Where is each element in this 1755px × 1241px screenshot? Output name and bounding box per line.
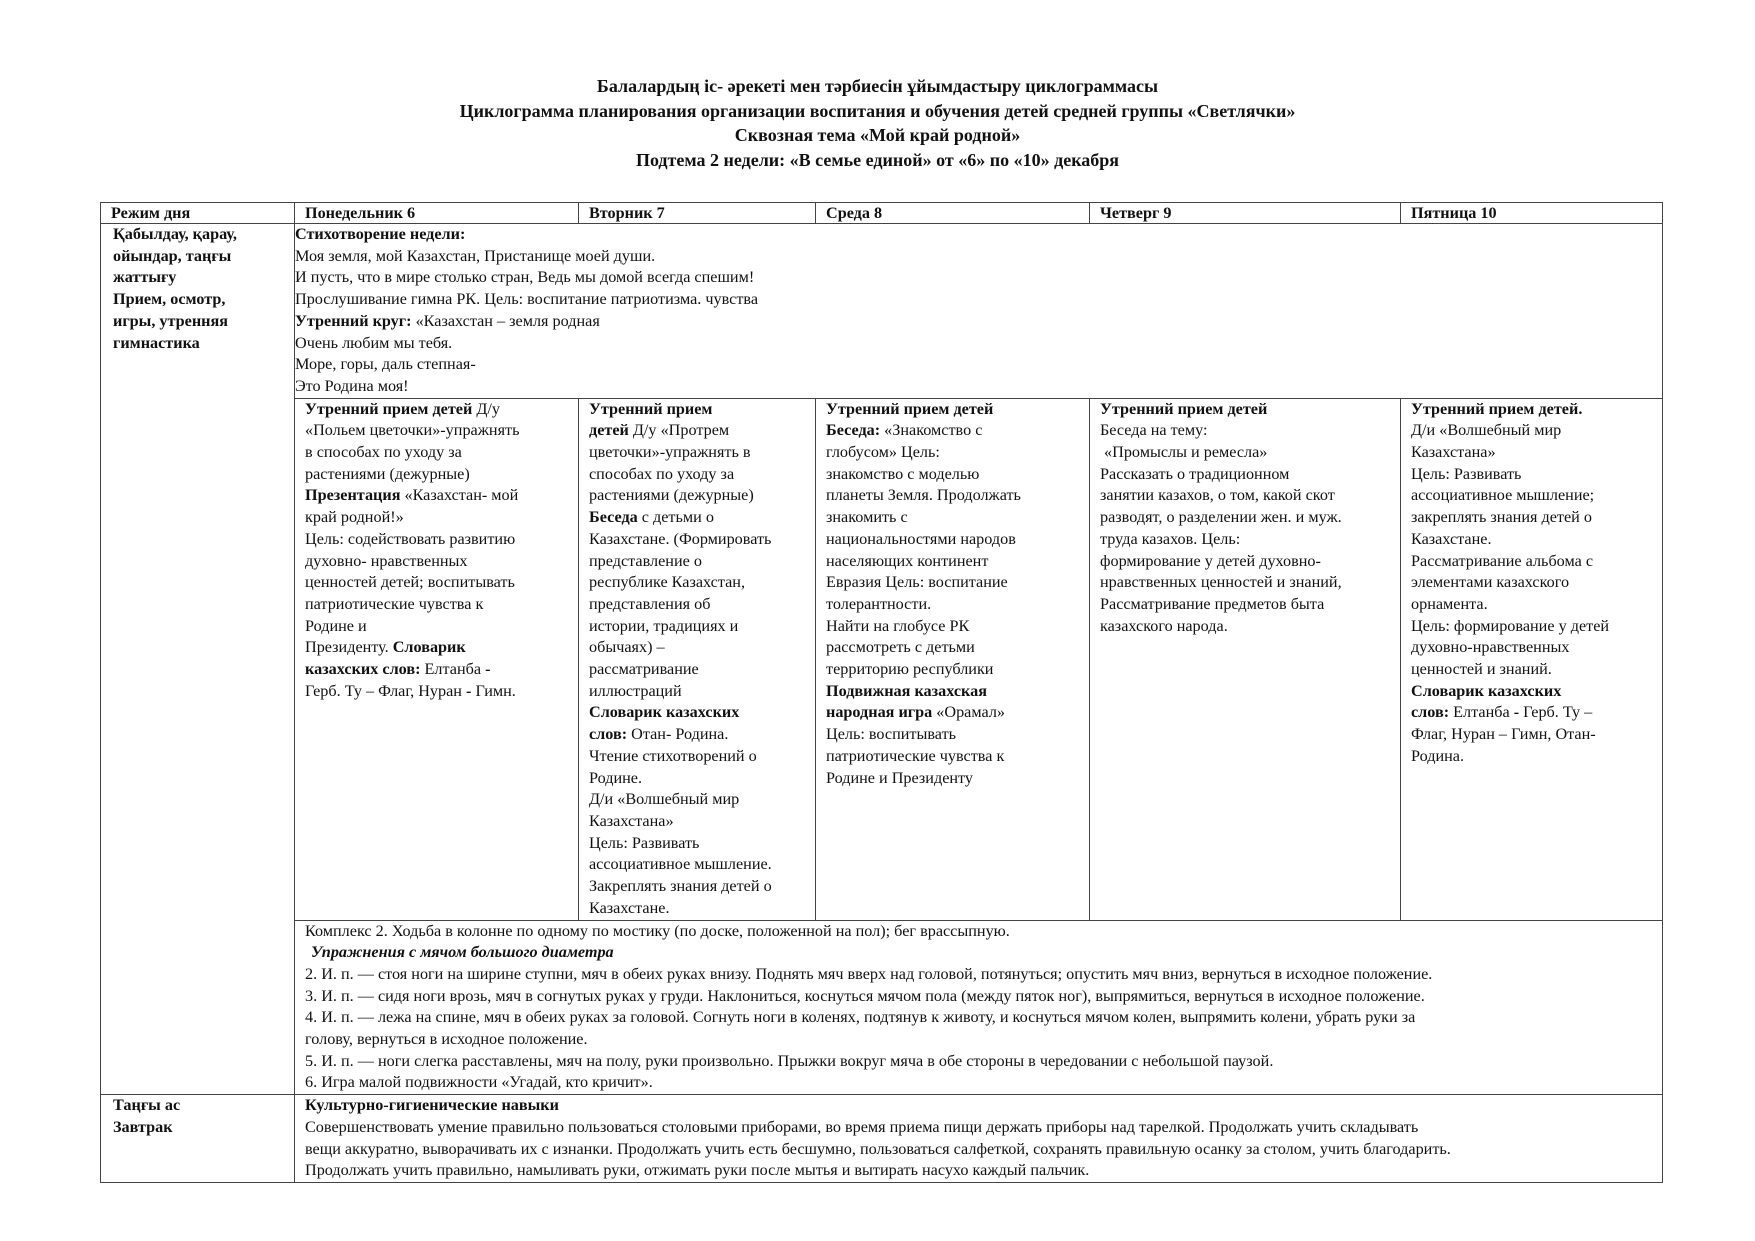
text-line: край родной!» — [305, 508, 404, 527]
text-line: Беседа: — [826, 421, 881, 440]
text-line: 2. И. п. — стоя ноги на ширине ступни, мяч в обеих руках внизу. Поднять мяч вверх над головой, потянуться; опустить мяч вниз, вернуться в исходное положение. — [305, 964, 1433, 983]
text-line: формирование у детей духовно- — [1100, 551, 1321, 570]
text-line — [305, 399, 572, 421]
text-line: вещи аккуратно, выворачивать их с изнанки. Продолжать учить есть бесшумно, пользоваться салфеткой, сохранять правильную осанку за столом, учить благодарить. — [305, 1139, 1451, 1158]
text-line: Казахстане. — [1411, 529, 1492, 548]
text-line: населяющих континент — [826, 551, 989, 570]
text-line: Казахстане. (Формировать — [589, 529, 772, 548]
text-line: Цель: содействовать развитию — [305, 529, 516, 548]
text-line: истории, традициях и — [589, 616, 739, 635]
text-line: территорию республики — [826, 660, 994, 679]
text-line: элементами казахского — [1411, 573, 1570, 592]
text-line: цветочки»-упражнять в — [589, 443, 751, 462]
text-line: глобусом» Цель: — [826, 443, 940, 462]
text-line: голову, вернуться в исходное положение. — [305, 1030, 588, 1049]
text-line: Флаг, Нуран – Гимн, Отан- — [1411, 725, 1596, 744]
text-line: Елтанба — [1449, 703, 1514, 722]
text-line — [589, 507, 809, 529]
text-line: закреплять знания детей о — [1411, 508, 1592, 527]
text-line: Д/у «Протрем — [628, 421, 730, 440]
text-line: Елтанба — [420, 660, 486, 679]
monday-cell — [295, 398, 579, 920]
text-line: Гимн. — [471, 681, 516, 700]
text-line: Прослушивание гимна РК. Цель: воспитание патриотизма. чувства — [295, 290, 759, 309]
text-line: ойындар, таңғы — [113, 246, 232, 265]
text-line — [1411, 702, 1656, 724]
text-line: Д/и «Волшебный мир — [1411, 421, 1562, 440]
poem-of-week-cell — [295, 224, 1663, 399]
header-tuesday: Вторник 7 — [579, 203, 816, 224]
text-line: жаттығу — [113, 268, 177, 287]
text-line: Казахстана» — [1411, 443, 1496, 462]
text-line: знакомить с — [826, 508, 908, 527]
text-line: ценностей детей; воспитывать — [305, 573, 515, 592]
text-line: нравственных ценностей и знаний, — [1100, 573, 1342, 592]
text-line: Родине и — [305, 616, 367, 635]
text-line: «Орамал» — [932, 703, 1005, 722]
text-line: Чтение стихотворений о — [589, 746, 757, 765]
text-line: Словарик казахских — [1411, 681, 1562, 700]
text-line: Герб. Ту – Флаг, Нуран — [305, 681, 467, 700]
title-russian: Циклограмма планирования организации воспитания и обучения детей средней группы «Светлячки» — [459, 100, 1296, 121]
text-line: гимнастика — [113, 333, 200, 352]
tuesday-cell — [579, 398, 816, 920]
text-line: Цель: воспитывать — [826, 725, 957, 744]
text-line: рассмотреть с детьми — [826, 638, 975, 657]
text-line: Комплекс 2. Ходьба в колонне по одному по мостику (по доске, положенной на пол); бег врассыпную. — [305, 921, 1010, 940]
text-line: казахских слов: — [305, 660, 421, 679]
text-line: ассоциативное мышление. — [589, 855, 772, 874]
text-line — [305, 637, 572, 659]
text-line: Президенту. — [305, 638, 393, 657]
text-line: «Промыслы и ремесла» — [1100, 443, 1268, 462]
text-line: Прием, осмотр, — [113, 290, 226, 309]
text-line — [826, 702, 1083, 724]
text-line: Д/и «Волшебный мир — [589, 790, 740, 809]
header-friday: Пятница 10 — [1401, 203, 1663, 224]
title-kazakh: Балалардың іс- әрекеті мен тәрбиесін ұйымдастыру циклограммасы — [596, 76, 1159, 96]
morning-circle-line — [295, 311, 1662, 333]
text-line: иллюстраций — [589, 681, 682, 700]
text-line: обычаях) – — [589, 638, 665, 657]
text-line: Отан- Родина. — [627, 725, 729, 744]
text-line: рассматривание — [589, 660, 699, 679]
regime-cell-breakfast — [101, 1095, 295, 1183]
text-line: Казахстане. — [589, 898, 670, 917]
text-line: 4. И. п. — лежа на спине, мяч в обеих руках за головой. Согнуть ноги в коленях, подтянув к животу, и коснуться мячом колен, выпрямить колени, убрать руки за — [305, 1008, 1416, 1027]
text-line: орнамента. — [1411, 594, 1488, 613]
text-line: Презентация — [305, 486, 401, 505]
text-line: детей — [589, 421, 629, 440]
text-line: Рассказать о традиционном — [1100, 464, 1290, 483]
text-line: Евразия Цель: воспитание — [826, 573, 1008, 592]
text-line — [305, 485, 572, 507]
text-line: Қабылдау, қарау, — [113, 225, 237, 243]
table-row-breakfast — [101, 1095, 1663, 1183]
text-line: - — [485, 660, 491, 679]
text-line: Беседа на тему: — [1100, 421, 1208, 440]
text-line: - — [466, 681, 472, 700]
cross-cutting-theme: Сквозная тема «Мой край родной» — [734, 125, 1021, 145]
text-line: Д/у — [472, 399, 501, 418]
table-row-days — [101, 398, 1663, 920]
breakfast-title: Культурно-гигиенические навыки — [305, 1096, 559, 1115]
text-line: И пусть, что в мире столько стран, Ведь мы домой всегда спешим! — [295, 268, 755, 287]
header-wednesday: Среда 8 — [816, 203, 1090, 224]
text-line: толерантности. — [826, 594, 932, 613]
text-line: народная игра — [826, 703, 933, 722]
text-line: «Казахстан- мой — [400, 486, 519, 505]
breakfast-cell — [295, 1095, 1663, 1183]
text-line: «Знакомство с — [880, 421, 983, 440]
text-line: Утренний прием детей — [1100, 399, 1268, 418]
friday-cell — [1401, 398, 1663, 920]
document-title-block — [0, 74, 1755, 172]
thursday-cell — [1090, 398, 1401, 920]
text-line: Словарик казахских — [589, 703, 740, 722]
text-line: слов: — [589, 725, 628, 744]
text-line — [305, 681, 572, 703]
text-line: Родине. — [589, 768, 643, 787]
text-line: Очень любим мы тебя. — [295, 333, 453, 352]
text-line: Моя земля, мой Казахстан, Пристанище моей души. — [295, 246, 656, 265]
text-line: Цель: формирование у детей — [1411, 616, 1610, 635]
table-header-row — [101, 203, 1663, 224]
text-line: Рассматривание альбома с — [1411, 551, 1594, 570]
text-line: ценностей и знаний. — [1411, 660, 1552, 679]
text-line — [826, 420, 1083, 442]
text-line: с детьми о — [637, 508, 714, 527]
text-line: Утренний круг: — [295, 311, 412, 330]
text-line: духовно-нравственных — [1411, 638, 1570, 657]
text-line: Родина. — [1411, 746, 1465, 765]
table-row-exercises — [101, 920, 1663, 1095]
regime-cell-reception — [101, 224, 295, 1095]
text-line: 5. И. п. — ноги слегка расставлены, мяч на полу, руки произвольно. Прыжки вокруг мяча в обе стороны в чередовании с небольшой паузой. — [305, 1051, 1274, 1070]
text-line — [589, 724, 809, 746]
cyclogram-table — [100, 202, 1663, 1183]
header-regime: Режим дня — [101, 203, 295, 224]
text-line: Казахстана» — [589, 811, 674, 830]
text-line: Беседа — [589, 508, 638, 527]
text-line: Утренний прием детей — [826, 399, 994, 418]
text-line: разводят, о разделении жен. и муж. — [1100, 508, 1342, 527]
text-line: Море, горы, даль степная- — [295, 355, 476, 374]
text-line: слов: — [1411, 703, 1450, 722]
text-line: Завтрак — [113, 1117, 173, 1136]
text-line: Утренний прием — [589, 399, 713, 418]
table-row — [101, 224, 1663, 399]
text-line: Это Родина моя! — [295, 376, 409, 395]
text-line: Родине и Президенту — [826, 768, 973, 787]
text-line: казахского народа. — [1100, 616, 1228, 635]
text-line: Утренний прием детей — [305, 399, 473, 418]
text-line: - — [1513, 703, 1520, 722]
text-line: Словарик — [392, 638, 466, 657]
text-line: «Польем цветочки»-упражнять — [305, 421, 520, 440]
text-line: 6. Игра малой подвижности «Угадай, кто кричит». — [305, 1073, 653, 1092]
text-line: Закреплять знания детей о — [589, 877, 772, 896]
text-line: Продолжать учить правильно, намыливать руки, отжимать руки после мытья и вытирать насухо каждый пальчик. — [305, 1161, 1090, 1180]
text-line: патриотические чувства к — [305, 594, 484, 613]
text-line: занятии казахов, о том, какой скот — [1100, 486, 1335, 505]
text-line: Таңғы ас — [113, 1096, 181, 1115]
header-thursday: Четверг 9 — [1090, 203, 1401, 224]
text-line: Утренний прием детей. — [1411, 399, 1583, 418]
text-line: Рассматривание предметов быта — [1100, 594, 1325, 613]
text-line: Подвижная казахская — [826, 681, 987, 700]
text-line: труда казахов. Цель: — [1100, 529, 1241, 548]
poem-title: Стихотворение недели: — [295, 225, 466, 243]
text-line: Совершенствовать умение правильно пользоваться столовыми приборами, во время приема пищи держать приборы над тарелкой. Продолжать учить складывать — [305, 1117, 1419, 1136]
text-line: «Казахстан – земля родная — [411, 311, 600, 330]
text-line: растениями (дежурные) — [589, 486, 754, 505]
text-line: ассоциативное мышление; — [1411, 486, 1595, 505]
header-monday: Понедельник 6 — [295, 203, 579, 224]
text-line: республике Казахстан, — [589, 573, 746, 592]
text-line: патриотические чувства к — [826, 746, 1005, 765]
text-line: представления об — [589, 594, 711, 613]
text-line: 3. И. п. — сидя ноги врозь, мяч в согнутых руках у груди. Наклониться, коснуться мячом пола (между пяток ног), выпрямиться, вернуться в исходное положение. — [305, 986, 1425, 1005]
text-line: Герб. Ту – — [1519, 703, 1593, 722]
exercises-heading: Упражнения с мячом большого диаметра — [311, 943, 614, 962]
wednesday-cell — [816, 398, 1090, 920]
text-line: национальностями народов — [826, 529, 1016, 548]
text-line: растениями (дежурные) — [305, 464, 470, 483]
text-line: представление о — [589, 551, 702, 570]
morning-exercises-cell — [295, 920, 1663, 1095]
text-line: способах по уходу за — [589, 464, 735, 483]
text-line: Цель: Развивать — [589, 833, 700, 852]
week-subtheme: Подтема 2 недели: «В семье единой» от «6» по «10» декабря — [635, 149, 1120, 170]
text-line: Цель: Развивать — [1411, 464, 1522, 483]
text-line: планеты Земля. Продолжать — [826, 486, 1021, 505]
text-line: духовно- нравственных — [305, 551, 468, 570]
text-line: игры, утренняя — [113, 311, 229, 330]
text-line — [589, 420, 809, 442]
text-line: знакомство с моделью — [826, 464, 980, 483]
text-line: в способах по уходу за — [305, 443, 462, 462]
text-line — [305, 659, 572, 681]
text-line: Найти на глобусе РК — [826, 616, 970, 635]
